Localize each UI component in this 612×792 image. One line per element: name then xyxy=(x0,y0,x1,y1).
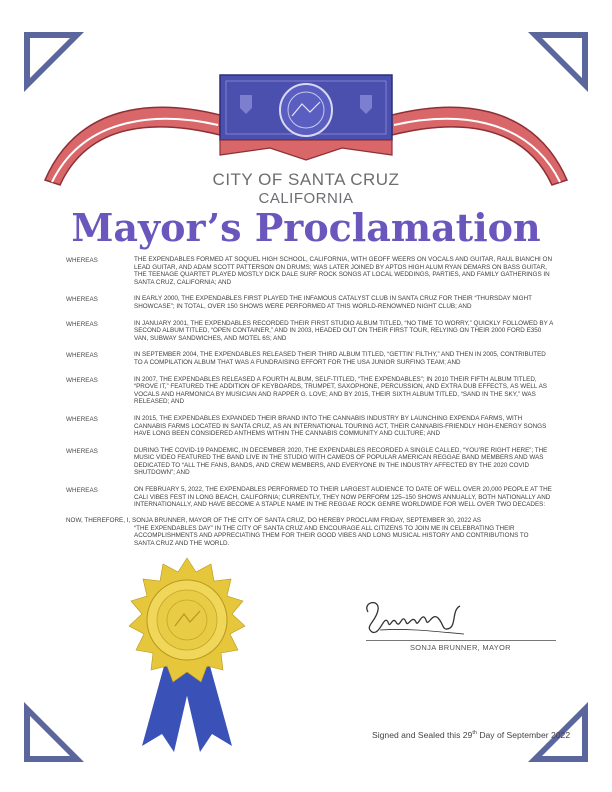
whereas-clauses xyxy=(66,256,554,518)
handwritten-signature-icon xyxy=(360,592,470,642)
sealed-suffix: Day of September 2022 xyxy=(476,730,571,740)
clause-text: IN SEPTEMBER 2004, THE EXPENDABLES RELEASED THEIR THIRD ALBUM TITLED, “GETTIN’ FILTHY,” AND THEN IN 2005, CONTRIBUTED TO A COMPILATION ALBUM THAT WAS A FUNDRAISING EFFORT FOR THE USA JUNIOR SURFING TEAM; AND xyxy=(134,351,546,366)
whereas-clause xyxy=(66,351,554,366)
corner-ornament-icon xyxy=(24,702,84,762)
whereas-clause xyxy=(66,295,554,310)
whereas-clause xyxy=(66,447,554,477)
sealed-date xyxy=(372,730,570,740)
clause-label: WHEREAS xyxy=(66,352,98,360)
whereas-clause xyxy=(66,320,554,343)
proclamation-lead: NOW, THEREFORE, I, SONJA BRUNNER, MAYOR OF THE CITY OF SANTA CRUZ, DO HEREBY PROCLAIM FRIDAY, SEPTEMBER 30, 2022 AS xyxy=(66,517,482,524)
sealed-prefix: Signed and Sealed this 29 xyxy=(372,730,473,740)
clause-text: THE EXPENDABLES FORMED AT SOQUEL HIGH SCHOOL, CALIFORNIA, WITH GEOFF WEERS ON VOCALS AND GUITAR, RAUL BIANCHI ON LEAD GUITAR, AND ADAM SCOTT PATTERSON ON DRUMS; WAS LATER JOINED BY APTOS HIGH ALUM RYAN DEMARS ON BASS GUITAR, THE TEENAGE QUARTET PLAYED MOSTLY DICK DALE SURF ROCK SONGS AT LOCAL WEDDINGS, PARTIES, AND FAMILY GATHERINGS IN SANTA CRUZ, CALIFORNIA; AND xyxy=(134,256,552,286)
whereas-clause xyxy=(66,486,554,509)
clause-text: IN 2015, THE EXPENDABLES EXPANDED THEIR BRAND INTO THE CANNABIS INDUSTRY BY LAUNCHING EXPENDA FARMS, WITH CANNABIS FARMS LOCATED IN SANTA CRUZ, AS AN INTERNATIONAL TOURING ACT, THEIR CANNABIS-FRIENDLY HIGH-ENERGY SONGS HAVE LONG BEEN CONSIDERED ANTHEMS WITHIN THE CANNABIS COMMUNITY AND CULTURE; AND xyxy=(134,414,547,438)
clause-text: IN 2007, THE EXPENDABLES RELEASED A FOURTH ALBUM, SELF-TITLED, “THE EXPENDABLES”; IN 2010 THEIR FIFTH ALBUM TITLED, “PROVE IT,” FEATURED THE ADDITION OF KEYBOARDS, TRUMPET, SAXOPHONE, PERCUSSION, AND EXTRA DUB EFFECTS, AS WELL AS VOCALS AND HARMONICA BY MUSICIAN AND RAPPER G. LOVE; AND BY 2015, THEIR SIXTH ALBUM TITLED, “SAND IN THE SKY,” WAS RELEASED; AND xyxy=(134,375,547,406)
proclamation-statement xyxy=(66,517,546,547)
proclamation-continuation: “THE EXPENDABLES DAY” IN THE CITY OF SANTA CRUZ AND ENCOURAGE ALL CITIZENS TO JOIN ME IN CELEBRATING THEIR ACCOMPLISHMENTS AND APPRECIATING THEM FOR THEIR GOOD VIBES AND LONG MUSICAL HISTORY AND CONTRIBUTIONS TO SANTA CRUZ AND THE WORLD. xyxy=(134,524,529,547)
clause-label: WHEREAS xyxy=(66,415,98,423)
clause-text: DURING THE COVID-19 PANDEMIC, IN DECEMBER 2020, THE EXPENDABLES RECORDED A SINGLE CALLED, “YOU’RE RIGHT HERE”; THE MUSIC VIDEO FEATURED THE BAND LIVE IN THE STUDIO WITH CAMEOS OF POPULAR AMERICAN REGGAE BAND MEMBERS AND WAS DEDICATED TO “ALL THE FANS, BANDS, AND CREW MEMBERS, AND EVERYONE IN THE INDUSTRY AFFECTED BY THE 2020 COVID SHUTDOWN”; AND xyxy=(134,446,548,477)
clause-text: IN JANUARY 2001, THE EXPENDABLES RECORDED THEIR FIRST STUDIO ALBUM TITLED, “NO TIME TO WORRY,” QUICKLY FOLLOWED BY A SECOND ALBUM TITLED, “OPEN CONTAINER,” AND IN 2003, HEADED OUT ON THEIR FIRST TOUR, RELYING ON THEIR 2000 FORD E350 VAN, SUBWAY SANDWICHES, AND MOTEL 6S; AND xyxy=(134,319,553,342)
clause-text: IN EARLY 2000, THE EXPENDABLES FIRST PLAYED THE INFAMOUS CATALYST CLUB IN SANTA CRUZ FOR THEIR “THURSDAY NIGHT SHOWCASE”; IN TOTAL, OVER 150 SHOWS WERE PERFORMED AT THIS WORLD-RENOWNED NIGHT CLUB; AND xyxy=(134,295,532,310)
clause-label: WHEREAS xyxy=(66,447,98,455)
clause-label: WHEREAS xyxy=(66,487,98,495)
signatory-name: SONJA BRUNNER, MAYOR xyxy=(410,643,511,652)
page-title: Mayor’s Proclamation xyxy=(71,205,541,250)
city-name: CITY OF SANTA CRUZ xyxy=(212,170,400,189)
whereas-clause xyxy=(66,415,554,438)
clause-text: ON FEBRUARY 5, 2022, THE EXPENDABLES PERFORMED TO THEIR LARGEST AUDIENCE TO DATE OF WELL OVER 20,000 PEOPLE AT THE CALI VIBES FEST IN LONG BEACH, CALIFORNIA; CURRENTLY, THEY NOW PERFORM 125–150 SHOWS ANNUALLY, BOTH NATIONALLY AND INTERNATIONALLY, AND HAVE BECOME A STAPLE NAME IN THE REGGAE ROCK GENRE WORLDWIDE FOR WELL OVER TWO DECADES: xyxy=(134,486,552,509)
signature-line xyxy=(366,640,556,641)
clause-label: WHEREAS xyxy=(66,257,98,264)
clause-label: WHEREAS xyxy=(66,320,98,328)
whereas-clause xyxy=(66,376,554,406)
clause-label: WHEREAS xyxy=(66,296,98,304)
sealed-ordinal: th xyxy=(472,730,477,737)
state-name: CALIFORNIA xyxy=(258,190,354,207)
whereas-clause xyxy=(66,256,554,286)
gold-seal-icon xyxy=(112,556,262,756)
clause-label: WHEREAS xyxy=(66,376,98,384)
